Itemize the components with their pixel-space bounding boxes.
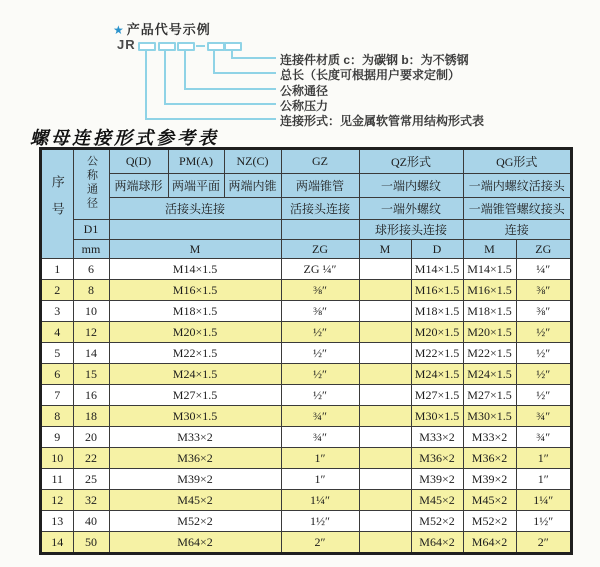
cell-qz-d: M52×2 bbox=[411, 511, 463, 532]
cell-dn-mm: 15 bbox=[73, 364, 109, 385]
header-qg-taper-thread-joint: 一端锥管螺纹接头 bbox=[463, 198, 571, 220]
cell-qz-d: M30×1.5 bbox=[411, 406, 463, 427]
cell-qg-zg: ½″ bbox=[516, 364, 571, 385]
header-qz-ball-joint-connection: 球形接头连接 bbox=[359, 220, 463, 240]
cell-seq-no: 9 bbox=[41, 427, 73, 448]
table-row bbox=[41, 511, 571, 532]
label-nominal-pressure: 公称压力 bbox=[280, 99, 329, 113]
cell-qg-zg: ¾″ bbox=[516, 406, 571, 427]
cell-m-thread: M45×2 bbox=[109, 490, 281, 511]
table-title: 螺母连接形式参考表 bbox=[30, 128, 219, 148]
cell-qz-d: M45×2 bbox=[411, 490, 463, 511]
cell-qz-m bbox=[359, 280, 411, 301]
leader-line bbox=[145, 118, 276, 120]
cell-qg-zg: 1¼″ bbox=[516, 490, 571, 511]
code-box-5 bbox=[224, 42, 242, 51]
header-qg-form: QG形式 bbox=[463, 149, 571, 174]
cell-m-thread: M64×2 bbox=[109, 532, 281, 554]
cell-gz-zg: ZG ¼″ bbox=[281, 259, 359, 280]
cell-gz-zg: ½″ bbox=[281, 322, 359, 343]
cell-m-thread: M30×1.5 bbox=[109, 406, 281, 427]
cell-gz-zg: 1″ bbox=[281, 469, 359, 490]
header-gz-union-connection: 活接头连接 bbox=[281, 198, 359, 220]
cell-qz-d: M16×1.5 bbox=[411, 280, 463, 301]
cell-qg-m: M64×2 bbox=[463, 532, 516, 554]
cell-m-thread: M33×2 bbox=[109, 427, 281, 448]
table-row bbox=[41, 280, 571, 301]
cell-dn-mm: 12 bbox=[73, 322, 109, 343]
cell-dn-mm: 10 bbox=[73, 301, 109, 322]
table-row bbox=[41, 301, 571, 322]
cell-qg-zg: 1″ bbox=[516, 448, 571, 469]
leader-line bbox=[231, 57, 276, 59]
table-row bbox=[41, 490, 571, 511]
leader-line bbox=[145, 49, 147, 120]
cell-qg-m: M36×2 bbox=[463, 448, 516, 469]
cell-qg-zg: ½″ bbox=[516, 343, 571, 364]
cell-qg-m: M22×1.5 bbox=[463, 343, 516, 364]
cell-qg-m: M20×1.5 bbox=[463, 322, 516, 343]
cell-qg-m: M14×1.5 bbox=[463, 259, 516, 280]
table-row bbox=[41, 469, 571, 490]
cell-qz-m bbox=[359, 448, 411, 469]
cell-qg-zg: 1½″ bbox=[516, 511, 571, 532]
cell-m-thread: M16×1.5 bbox=[109, 280, 281, 301]
cell-m-thread: M27×1.5 bbox=[109, 385, 281, 406]
cell-m-thread: M39×2 bbox=[109, 469, 281, 490]
cell-qg-m: M24×1.5 bbox=[463, 364, 516, 385]
product-code-heading bbox=[113, 19, 211, 38]
cell-m-thread: M20×1.5 bbox=[109, 322, 281, 343]
cell-qz-d: M27×1.5 bbox=[411, 385, 463, 406]
label-total-length: 总长（长度可根据用户要求定制） bbox=[280, 68, 461, 82]
cell-qz-d: M20×1.5 bbox=[411, 322, 463, 343]
cell-qz-m bbox=[359, 322, 411, 343]
leader-line bbox=[213, 72, 276, 74]
cell-qg-m: M52×2 bbox=[463, 511, 516, 532]
cell-seq-no: 8 bbox=[41, 406, 73, 427]
cell-seq-no: 11 bbox=[41, 469, 73, 490]
cell-seq-no: 4 bbox=[41, 322, 73, 343]
cell-qz-m bbox=[359, 511, 411, 532]
cell-gz-zg: 1¼″ bbox=[281, 490, 359, 511]
cell-dn-mm: 8 bbox=[73, 280, 109, 301]
header-qz-form: QZ形式 bbox=[359, 149, 463, 174]
cell-qg-m: M45×2 bbox=[463, 490, 516, 511]
cell-m-thread: M18×1.5 bbox=[109, 301, 281, 322]
header-q: Q(D) bbox=[109, 149, 168, 174]
table-row bbox=[41, 532, 571, 554]
header-nz: NZ(C) bbox=[224, 149, 281, 174]
table-row bbox=[41, 385, 571, 406]
table-row bbox=[41, 427, 571, 448]
cell-gz-zg: ½″ bbox=[281, 343, 359, 364]
header-empty-qpn bbox=[109, 220, 281, 240]
header-union-connection: 活接头连接 bbox=[109, 198, 281, 220]
cell-gz-zg: ⅜″ bbox=[281, 301, 359, 322]
cell-seq-no: 2 bbox=[41, 280, 73, 301]
cell-qg-zg: ⅜″ bbox=[516, 301, 571, 322]
table-row bbox=[41, 448, 571, 469]
leader-line bbox=[164, 103, 276, 105]
cell-qg-zg: ½″ bbox=[516, 385, 571, 406]
cell-seq-no: 14 bbox=[41, 532, 73, 554]
code-box-1 bbox=[138, 42, 156, 51]
cell-qg-zg: ½″ bbox=[516, 322, 571, 343]
table-row bbox=[41, 259, 571, 280]
header-qz-unit-d: D bbox=[411, 240, 463, 259]
header-nominal-diameter: 公称通径 bbox=[73, 149, 109, 220]
cell-seq-no: 6 bbox=[41, 364, 73, 385]
cell-qz-m bbox=[359, 301, 411, 322]
cell-seq-no: 13 bbox=[41, 511, 73, 532]
cell-m-thread: M36×2 bbox=[109, 448, 281, 469]
header-seq-no: 序号 bbox=[41, 149, 73, 259]
cell-qz-d: M18×1.5 bbox=[411, 301, 463, 322]
cell-qg-zg: 2″ bbox=[516, 532, 571, 554]
cell-qz-d: M22×1.5 bbox=[411, 343, 463, 364]
cell-seq-no: 3 bbox=[41, 301, 73, 322]
cell-qz-m bbox=[359, 406, 411, 427]
cell-qz-d: M64×2 bbox=[411, 532, 463, 554]
cell-seq-no: 10 bbox=[41, 448, 73, 469]
code-box-3 bbox=[177, 42, 195, 51]
cell-qg-zg: ¼″ bbox=[516, 259, 571, 280]
cell-gz-zg: ¾″ bbox=[281, 406, 359, 427]
cell-dn-mm: 6 bbox=[73, 259, 109, 280]
cell-gz-zg: ½″ bbox=[281, 364, 359, 385]
cell-qg-m: M27×1.5 bbox=[463, 385, 516, 406]
header-qg-unit-zg: ZG bbox=[516, 240, 571, 259]
header-empty-gz bbox=[281, 220, 359, 240]
header-qg-unit-m: M bbox=[463, 240, 516, 259]
cell-dn-mm: 50 bbox=[73, 532, 109, 554]
cell-qz-d: M14×1.5 bbox=[411, 259, 463, 280]
cell-m-thread: M14×1.5 bbox=[109, 259, 281, 280]
header-q-desc: 两端球形 bbox=[109, 174, 168, 198]
cell-qz-m bbox=[359, 469, 411, 490]
code-dash bbox=[196, 45, 205, 47]
cell-dn-mm: 18 bbox=[73, 406, 109, 427]
header-qz-desc: 一端内螺纹 bbox=[359, 174, 463, 198]
header-gz-desc: 两端锥管 bbox=[281, 174, 359, 198]
cell-qz-m bbox=[359, 364, 411, 385]
cell-dn-mm: 14 bbox=[73, 343, 109, 364]
cell-dn-mm: 25 bbox=[73, 469, 109, 490]
cell-qz-d: M36×2 bbox=[411, 448, 463, 469]
table-row bbox=[41, 322, 571, 343]
header-qz-external-thread: 一端外螺纹 bbox=[359, 198, 463, 220]
header-unit-mm: mm bbox=[73, 240, 109, 259]
cell-dn-mm: 32 bbox=[73, 490, 109, 511]
label-nominal-diameter: 公称通径 bbox=[280, 84, 329, 98]
cell-qg-m: M33×2 bbox=[463, 427, 516, 448]
nut-connection-reference-table bbox=[40, 148, 572, 554]
leader-line bbox=[184, 49, 186, 90]
header-unit-m: M bbox=[109, 240, 281, 259]
cell-qz-m bbox=[359, 532, 411, 554]
cell-gz-zg: ½″ bbox=[281, 385, 359, 406]
header-d1: D1 bbox=[73, 220, 109, 240]
cell-qz-m bbox=[359, 343, 411, 364]
header-qg-desc: 一端内螺纹活接头 bbox=[463, 174, 571, 198]
header-qg-connection: 连接 bbox=[463, 220, 571, 240]
cell-dn-mm: 16 bbox=[73, 385, 109, 406]
code-box-2 bbox=[158, 42, 176, 51]
cell-dn-mm: 20 bbox=[73, 427, 109, 448]
leader-line bbox=[213, 49, 215, 74]
cell-qg-zg: ⅜″ bbox=[516, 280, 571, 301]
cell-qg-m: M30×1.5 bbox=[463, 406, 516, 427]
cell-gz-zg: ¾″ bbox=[281, 427, 359, 448]
header-nz-desc: 两端内锥 bbox=[224, 174, 281, 198]
table-row bbox=[41, 343, 571, 364]
cell-qz-d: M33×2 bbox=[411, 427, 463, 448]
header-qz-unit-m: M bbox=[359, 240, 411, 259]
cell-qg-m: M39×2 bbox=[463, 469, 516, 490]
cell-qg-m: M16×1.5 bbox=[463, 280, 516, 301]
cell-dn-mm: 40 bbox=[73, 511, 109, 532]
cell-qz-m bbox=[359, 259, 411, 280]
leader-line bbox=[184, 88, 276, 90]
code-box-4 bbox=[207, 42, 225, 51]
cell-m-thread: M22×1.5 bbox=[109, 343, 281, 364]
cell-m-thread: M52×2 bbox=[109, 511, 281, 532]
cell-qz-m bbox=[359, 490, 411, 511]
cell-qg-zg: 1″ bbox=[516, 469, 571, 490]
cell-seq-no: 1 bbox=[41, 259, 73, 280]
header-unit-zg: ZG bbox=[281, 240, 359, 259]
table-row bbox=[41, 364, 571, 385]
cell-qz-m bbox=[359, 427, 411, 448]
cell-seq-no: 7 bbox=[41, 385, 73, 406]
header-pm: PM(A) bbox=[168, 149, 224, 174]
header-pm-desc: 两端平面 bbox=[168, 174, 224, 198]
leader-line bbox=[164, 49, 166, 105]
code-prefix: JR bbox=[117, 37, 136, 52]
cell-qz-d: M24×1.5 bbox=[411, 364, 463, 385]
star-icon: ★ bbox=[113, 23, 125, 37]
label-connection-form: 连接形式：见金属软管常用结构形式表 bbox=[280, 114, 485, 128]
cell-dn-mm: 22 bbox=[73, 448, 109, 469]
label-connector-material: 连接件材质 c：为碳钢 b：为不锈钢 bbox=[280, 53, 469, 67]
cell-qg-zg: ¾″ bbox=[516, 427, 571, 448]
cell-qz-d: M39×2 bbox=[411, 469, 463, 490]
cell-seq-no: 5 bbox=[41, 343, 73, 364]
cell-gz-zg: 1″ bbox=[281, 448, 359, 469]
cell-m-thread: M24×1.5 bbox=[109, 364, 281, 385]
cell-gz-zg: 1½″ bbox=[281, 511, 359, 532]
table-row bbox=[41, 406, 571, 427]
cell-gz-zg: ⅜″ bbox=[281, 280, 359, 301]
header-gz: GZ bbox=[281, 149, 359, 174]
product-code-heading-text: 产品代号示例 bbox=[126, 22, 211, 37]
cell-seq-no: 12 bbox=[41, 490, 73, 511]
cell-qg-m: M18×1.5 bbox=[463, 301, 516, 322]
cell-gz-zg: 2″ bbox=[281, 532, 359, 554]
cell-qz-m bbox=[359, 385, 411, 406]
